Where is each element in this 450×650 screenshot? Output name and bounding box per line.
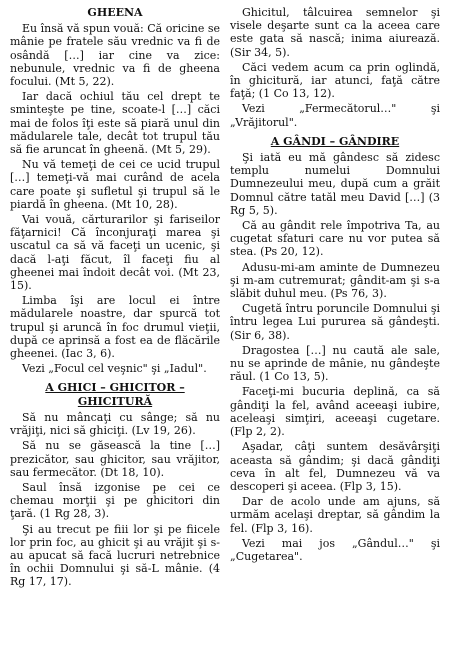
paragraph: Adusu-mi-am aminte de Dumnezeu şi m-am cutremurat; gândit-am şi s-a slăbit duhul meu. (Ps 76, 3). (230, 260, 440, 301)
left-column (10, 6, 220, 650)
paragraph: Limba îşi are locul ei între mădularele noastre, dar spurcă tot trupul şi aruncă în foc drumul vieţii, după ce aprinsă a fost ea de flăcările gheenei. (Iac 3, 6). (10, 294, 220, 361)
paragraph: Că au gândit rele împotriva Ta, au cugetat sfaturi care nu vor putea să stea. (Ps 20, 12). (230, 219, 440, 259)
right-column (230, 6, 440, 650)
paragraph: Faceţi-mi bucuria deplină, ca să gândiţi la fel, având aceeaşi iubire, aceleaşi simţiri, aceeaşi cugetare. (Flp 2, 2). (230, 385, 440, 439)
paragraph: Dar de acolo unde am ajuns, să urmăm acelaşi dreptar, să gândim la fel. (Flp 3, 16). (230, 495, 440, 535)
paragraph: Vezi mai jos „Gândul…" şi „Cugetarea". (230, 536, 440, 563)
paragraph: Să nu mâncaţi cu sânge; să nu vrăjiţi, nici să ghiciţi. (Lv 19, 26). (10, 410, 220, 438)
paragraph: Iar dacă ochiul tău cel drept te sminteşte pe tine, scoate-l […] căci mai de folos îţi este să piară unul din mădularele tale, decât tot trupul tău să fie aruncat în gheenă. (Mt 5, 29). (10, 90, 220, 157)
paragraph: Nu vă temeţi de cei ce ucid trupul […] temeţi-vă mai curând de acela care poate şi sufletul şi trupul să le piardă în gheena. (Mt 10, 28). (10, 158, 220, 211)
paragraph: Vezi „Focul cel veşnic" şi „Iadul". (22, 362, 207, 376)
section-heading-gheena: GHEENA (87, 6, 143, 19)
paragraph: Vezi „Fermecătorul…" şi „Vrăjitorul". (230, 102, 440, 129)
paragraph: Eu însă vă spun vouă: Că oricine se mânie pe fratele său vrednic va fi de osândă […] iar cine va zice: nebunule, vrednic va fi de gheena focului. (Mt 5, 22). (10, 22, 221, 89)
paragraph: Căci vedem acum ca prin oglindă, în ghicitură, iar atunci, faţă către faţă; (1 Co 13, 12). (230, 60, 440, 101)
paragraph: Să nu se găsească la tine […] prezicător, sau ghicitor, sau vrăjitor, sau fermecător. (Dt 18, 10). (10, 439, 220, 479)
section-heading-a-ghici: A GHICI – GHICITOR – GHICITURĂ (45, 381, 185, 408)
section-heading-a-gandi: A GÂNDI – GÂNDIRE (270, 134, 400, 148)
paragraph: Saul însă izgonise pe cei ce chemau morţii şi pe ghicitori din ţară. (1 Rg 28, 3). (10, 480, 220, 521)
paragraph: Şi iată eu mă gândesc să zidesc templu numelui Domnului Dumnezeului meu, după cum a grăit Domnul către tatăl meu David […] (3 Rg 5, 5). (230, 151, 440, 217)
paragraph: Ghicitul, tâlcuirea semnelor şi visele deşarte sunt ca la aceea care este gata să nască; inima aiurează. (Sir 34, 5). (230, 6, 440, 59)
paragraph: Dragostea […] nu caută ale sale, nu se aprinde de mânie, nu gândeşte răul. (1 Co 13, 5). (230, 343, 440, 384)
paragraph: Aşadar, câţi suntem desăvârşiţi aceasta să gândim; şi dacă gândiţi ceva în alt fel, Dumnezeu vă va descoperi şi aceea. (Flp 3, 15). (230, 440, 440, 493)
paragraph: Vai vouă, cărturarilor şi fariseilor făţarnici! Că înconjuraţi marea şi uscatul ca să vă faceţi un ucenic, şi dacă l-aţi făcut, îl faceţi fiu al gheenei mai îndoit decât voi. (Mt 23, 15). (10, 213, 220, 293)
paragraph: Cugetă întru poruncile Domnului şi întru legea Lui pururea să gândeşti. (Sir 6, 38). (230, 302, 440, 342)
paragraph: Şi au trecut pe fiii lor şi pe fiicele lor prin foc, au ghicit şi au vrăjit şi s-au apucat să facă lucruri netrebnice în ochii Domnului şi să-L mânie. (4 Rg 17, 17). (10, 522, 220, 589)
